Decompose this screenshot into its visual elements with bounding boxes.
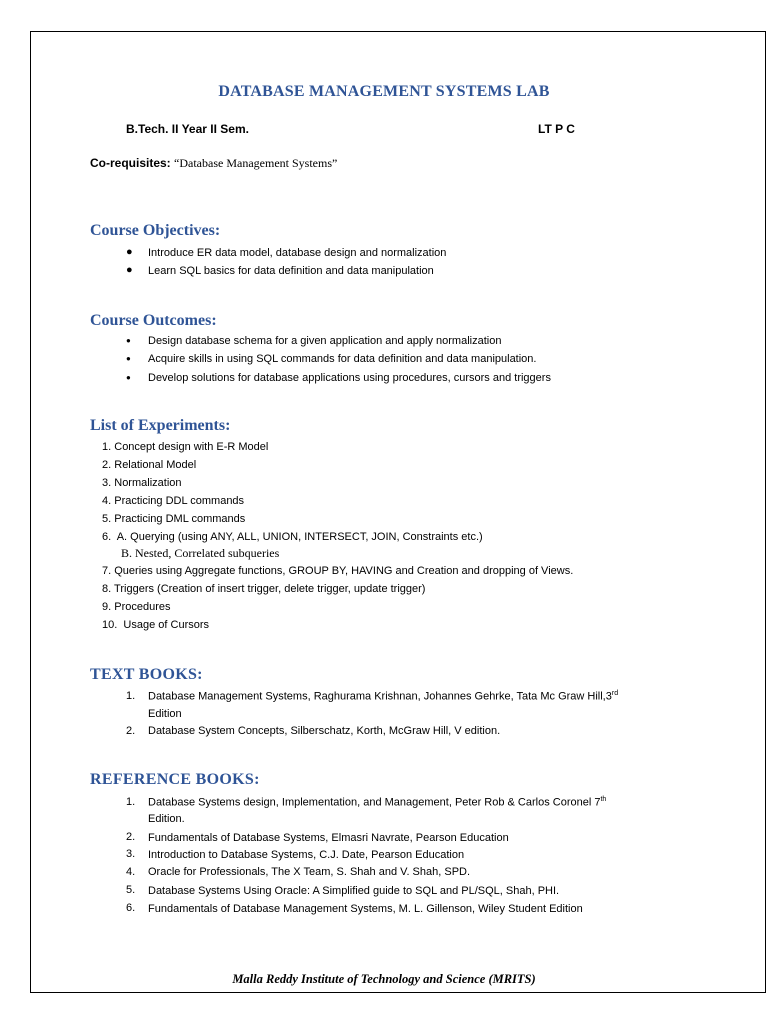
reference-number: 5.: [126, 884, 136, 896]
ltpc-label: LT P C: [538, 122, 575, 136]
textbook-item: Database System Concepts, Silberschatz, Korth, McGraw Hill, V edition.: [148, 725, 501, 737]
experiment-item: 3. Normalization: [102, 477, 182, 489]
footer-institution: Malla Reddy Institute of Technology and Science (MRITS): [232, 972, 536, 986]
references-heading: REFERENCE BOOKS:: [90, 771, 260, 788]
reference-number: 4.: [126, 866, 136, 878]
corequisites-label: Co-requisites:: [90, 156, 171, 170]
outcome-item: Acquire skills in using SQL commands for data definition and data manipulation.: [148, 353, 537, 365]
experiment-item: 1. Concept design with E-R Model: [102, 441, 269, 453]
corequisites: [90, 156, 337, 171]
bullet: ●: [126, 354, 131, 363]
reference-number: 2.: [126, 831, 136, 843]
reference-item: Oracle for Professionals, The X Team, S. Shah and V. Shah, SPD.: [148, 866, 471, 878]
experiment-item: 10. Usage of Cursors: [102, 619, 210, 631]
reference-item: Fundamentals of Database Systems, Elmasri Navrate, Pearson Education: [148, 832, 509, 844]
reference-item: Database Systems design, Implementation, and Management, Peter Rob & Carlos Coronel 7th: [148, 796, 607, 809]
objectives-heading: Course Objectives:: [90, 222, 221, 239]
corequisites-value: “Database Management Systems”: [174, 156, 338, 170]
outcomes-heading: Course Outcomes:: [90, 312, 217, 329]
textbook-item-continued: Edition: [148, 708, 182, 720]
bullet: ●: [126, 264, 133, 276]
experiment-item: 9. Procedures: [102, 601, 171, 613]
objective-item: Introduce ER data model, database design and normalization: [148, 247, 447, 259]
textbook-number: 2.: [126, 725, 136, 737]
experiment-item: 6. A. Querying (using ANY, ALL, UNION, INTERSECT, JOIN, Constraints etc.): [102, 531, 483, 543]
reference-number: 1.: [126, 796, 136, 808]
experiment-item: 5. Practicing DML commands: [102, 513, 246, 525]
bullet: ●: [126, 246, 133, 258]
outcome-item: Design database schema for a given application and apply normalization: [148, 335, 502, 347]
textbook-number: 1.: [126, 690, 136, 702]
experiment-item: 7. Queries using Aggregate functions, GROUP BY, HAVING and Creation and dropping of Views.: [102, 565, 574, 577]
objective-item: Learn SQL basics for data definition and data manipulation: [148, 265, 434, 277]
document-title: DATABASE MANAGEMENT SYSTEMS LAB: [218, 83, 550, 100]
reference-number: 3.: [126, 848, 136, 860]
experiment-item: 2. Relational Model: [102, 459, 197, 471]
reference-number: 6.: [126, 902, 136, 914]
reference-item-continued: Edition.: [148, 813, 185, 825]
bullet: ●: [126, 336, 131, 345]
reference-item: Fundamentals of Database Management Systems, M. L. Gillenson, Wiley Student Edition: [148, 903, 583, 915]
outcome-item: Develop solutions for database applications using procedures, cursors and triggers: [148, 372, 551, 384]
experiment-subitem: B. Nested, Correlated subqueries: [121, 546, 280, 560]
textbooks-heading: TEXT BOOKS:: [90, 666, 203, 683]
experiments-heading: List of Experiments:: [90, 417, 231, 434]
experiment-item: 8. Triggers (Creation of insert trigger, delete trigger, update trigger): [102, 583, 426, 595]
textbook-item: Database Management Systems, Raghurama Krishnan, Johannes Gehrke, Tata Mc Graw Hill,3rd: [148, 690, 619, 703]
bullet: ●: [126, 373, 131, 382]
reference-item: Introduction to Database Systems, C.J. Date, Pearson Education: [148, 849, 465, 861]
experiment-item: 4. Practicing DDL commands: [102, 495, 245, 507]
semester-label: B.Tech. II Year II Sem.: [126, 122, 249, 136]
reference-item: Database Systems Using Oracle: A Simplified guide to SQL and PL/SQL, Shah, PHI.: [148, 885, 560, 897]
